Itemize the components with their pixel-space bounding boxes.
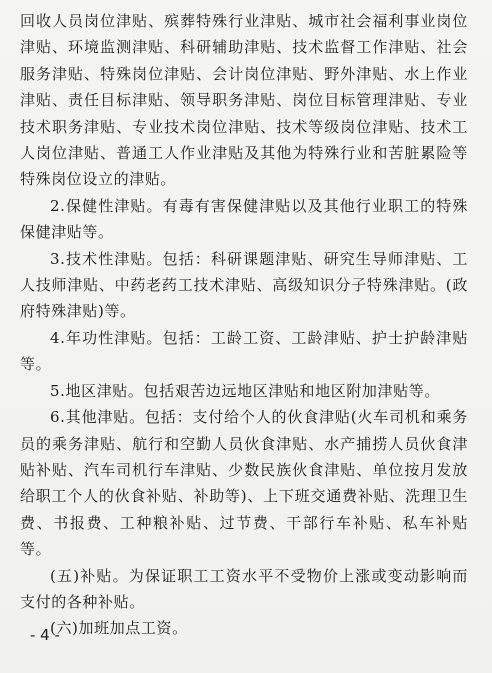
paragraph-health-allowance: 2.保健性津贴。有毒有害保健津贴以及其他行业职工的特殊保健津贴等。: [20, 196, 468, 242]
page-number: - 4 -: [30, 626, 60, 644]
paragraph-seniority-allowance: 4.年功性津贴。包括：工龄工资、工龄津贴、护士护龄津贴等。: [20, 328, 468, 374]
document-body: [20, 8, 468, 642]
paragraph-overtime-pay: (六)加班加点工资。: [50, 619, 188, 638]
paragraph-allowance-list-continued: 回收人员岗位津贴、殡葬特殊行业津贴、城市社会福利事业岗位津贴、环境监测津贴、科研辅助津贴、技术监督工作津贴、社会服务津贴、特殊岗位津贴、会计岗位津贴、野外津贴、水上作业津贴、责任目标津贴、领导职务津贴、岗位目标管理津贴、专业技术职务津贴、专业技术岗位津贴、技术等级岗位津贴、技术工人岗位津贴、普通工人作业津贴及其他为特殊行业和苦脏累险等特殊岗位设立的津贴。: [20, 12, 468, 189]
paragraph-technical-allowance: 3.技术性津贴。包括：科研课题津贴、研究生导师津贴、工人技师津贴、中药老药工技术津贴、高级知识分子特殊津贴。(政府特殊津贴)等。: [20, 249, 468, 321]
paragraph-subsidy: (五)补贴。为保证职工工资水平不受物价上涨或变动影响而支付的各种补贴。: [20, 566, 468, 611]
paragraph-other-allowance: 6.其他津贴。包括：支付给个人的伙食津贴(火车司机和乘务员的乘务津贴、航行和空勤人员伙食津贴、水产捕捞人员伙食津贴补贴、汽车司机行车津贴、少数民族伙食津贴、单位按月发放给职工个人的伙食补贴、补助等)、上下班交通费补贴、洗理卫生费、书报费、工种粮补贴、过节费、干部行车补贴、私车补贴等。: [20, 408, 468, 559]
paragraph-regional-allowance: 5.地区津贴。包括艰苦边远地区津贴和地区附加津贴等。: [50, 381, 440, 400]
